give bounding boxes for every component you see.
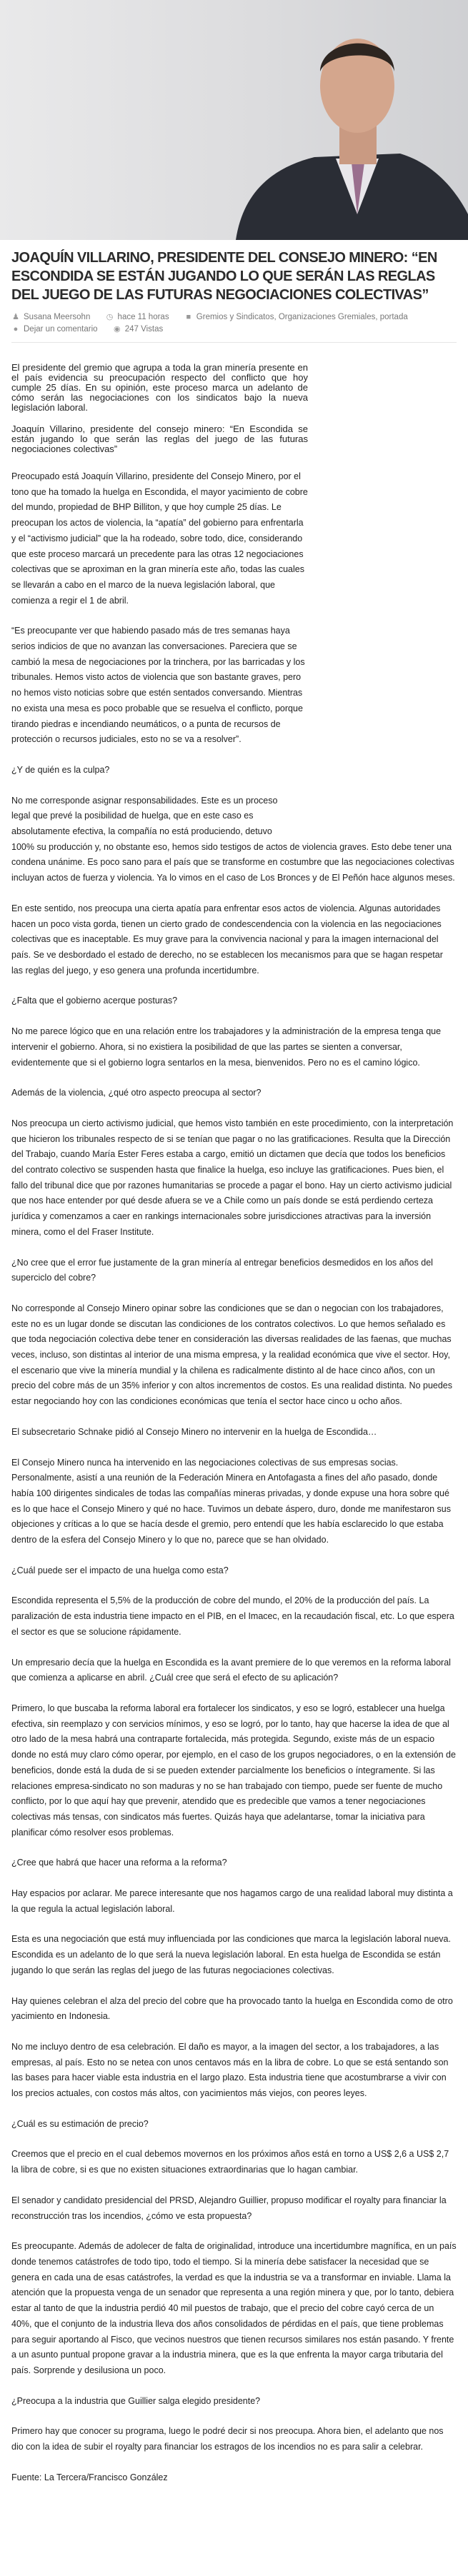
folder-icon: ■: [186, 313, 191, 321]
article-paragraph: “Es preocupante ver que habiendo pasado más de tres semanas haya serios indicios de que no avanzan las conversaciones. Pareciera que se cambió la mesa de negociaciones por la trinchera, por las barricadas y los tribunales. Hemos visto actos de violencia que son bastante graves, pero no hemos visto noticias sobre que estén sentados conversando. Mientras no exista una mesa es poco probable que se resuelva el conflicto, porque tirando piedras e incendiando neumáticos, o a punta de recursos de protección o recursos judiciales, esto no se va a resolver”.: [11, 626, 305, 745]
article-paragraph: Esta es una negociación que está muy influenciada por las condiciones que marca la legislación laboral nueva. Escondida es un adelanto de lo que será la nueva legislación laboral. En esta huelga de Escondida se están jugando lo que serán las reglas del juego de las futuras negociaciones colectivas.: [11, 1934, 451, 1975]
article-paragraph: En este sentido, nos preocupa una cierta apatía para enfrentar esos actos de violencia. Algunas autoridades hacen un poco vista gorda, tienen un cierto grado de condescendencia con la violencia en las negociaciones colectivas que es inaceptable. Es muy grave para la convivencia nacional y para la imagen internacional del país. Se ve desbordado el estado de derecho, no se establecen los mecanismos para que se hagan respetar las reglas del juego, y eso genera una profunda incertidumbre.: [11, 903, 443, 976]
comment-icon: ●: [13, 325, 19, 334]
article-paragraph: No me parece lógico que en una relación entre los trabajadores y la administración de la empresa tenga que intervenir el gobierno. Ahora, si no existiera la posibilidad de que las partes se sienten a conversar, evidentemente que si el gobierno logra sentarlos en la mesa, bienvenidos. Pero no es el camino lógico.: [11, 1026, 442, 1068]
hero-photo: [0, 0, 468, 240]
article-paragraph: Creemos que el precio en el cual debemos movernos en los próximos años está en torno a US$ 2,6 a US$ 2,7 la libra de cobre, si es que no existen situaciones extraordinarias que lo hagan cambiar.: [11, 2149, 449, 2175]
article-paragraph: Fuente: La Tercera/Francisco González: [11, 2472, 168, 2482]
post-time: hace 11 horas: [117, 313, 169, 321]
article-paragraph: ¿Y de quién es la culpa?: [11, 764, 110, 775]
article-paragraph: Primero hay que conocer su programa, luego le podré decir si nos preocupa. Ahora bien, el adelanto que nos dio con la idea de subir el royalty para financiar los estragos de los incendios no es para salir a celebrar.: [11, 2426, 444, 2452]
article-lead: El presidente del gremio que agrupa a toda la gran minería presente en el país evidencia su preocupación respecto del conflicto que hoy cumple 25 días. En su opinión, este proceso marca un adelanto de cómo serán las negociaciones con los sindicatos bajo la nueva legislación laboral.: [11, 362, 308, 413]
article-paragraph: Hay quienes celebran el alza del precio del cobre que ha provocado tanto la huelga en Escondida como de otro yacimiento en Indonesia.: [11, 1995, 453, 2022]
category-links[interactable]: Gremios y Sindicatos, Organizaciones Gremiales, portada: [196, 313, 408, 321]
article-paragraph: El Consejo Minero nunca ha intervenido en las negociaciones colectivas de sus empresas socias. Personalmente, asistí a una reunión de la Federación Minera en Antofagasta a fines del año pasado, donde había 100 dirigentes sindicales de todas las compañías mineras privadas, y donde expuse una hora sobre qué es lo que hace el Consejo Minero y qué no hace. Tuvimos un debate áspero, duro, donde me manifestaron sus objeciones y críticas a lo que se hacía desde el gremio, pero entendí que les había esclarecido lo que estaba dentro de la esfera del Consejo Minero y lo que no, parece que se han olvidado.: [11, 1457, 451, 1545]
article-paragraph: No me corresponde asignar responsabilidades. Este es un proceso legal que prevé la posibilidad de huelga, que en este caso es absolutamente efectiva, la compañía no está produciendo, detuvo 100% su producción y, no obstante eso, hemos sido testigos de actos de violencia graves. Esto debe tener una condena unánime. Es poco sano para el país que se transforme en costumbre que las negociaciones colectivas incluyan actos de fuerza y violencia. Ya lo vimos en el caso de Los Bronces y de El Peñón hace algunos meses.: [11, 795, 455, 883]
clock-icon: ◷: [106, 313, 114, 321]
article-paragraph: Preocupado está Joaquín Villarino, presidente del Consejo Minero, por el tono que ha tomado la huelga en Escondida, el mayor yacimiento de cobre del mundo, propiedad de BHP Billiton, y que hoy cumple 25 días. Le preocupan los actos de violencia, la “apatía” del gobierno para enfrentarla y el “activismo judicial” que la ha rodeado, sobre todo, dice, considerando que este proceso marcará un precedente para las otras 12 negociaciones colectivas que se aproximan en la gran minería este año, todas las cuales se llevarán a cabo en el marco de la nueva legislación laboral, que comienza a regir el 1 de abril.: [11, 471, 308, 606]
article-title: JOAQUÍN VILLARINO, PRESIDENTE DEL CONSEJO MINERO: “EN ESCONDIDA SE ESTÁN JUGANDO LO QUE SERÁN LAS REGLAS DEL JUEGO DE LAS FUTURAS NEGOCIACIONES COLECTIVAS”: [11, 250, 437, 303]
article-body-wide: [11, 901, 457, 2486]
article-paragraph: Nos preocupa un cierto activismo judicial, que hemos visto también en este procedimiento, con la interpretación que hicieron los tribunales respecto de si se tenían que pagar o no las gratificaciones. Resulta que la Dirección del Trabajo, cuando María Ester Feres estaba a cargo, emitió un dictamen que decía que todos los beneficios del contrato colectivo se suspenden hasta que finalice la huelga, eso incluye las gratificaciones. Pues bien, el fallo del tribunal dice que por razones humanitarias se procede a pagar el bono. Hay un cierto activismo judicial que nos hace entender por qué desde afuera se ve a Chile como un país donde se está perdiendo certeza jurídica y comenzamos a caer en rankings internacionales sobre jurisdicciones atractivas para la inversión minera, como el del Fraser Institute.: [11, 1118, 454, 1237]
article-paragraph: ¿Cuál puede ser el impacto de una huelga como esta?: [11, 1565, 229, 1575]
article-body: [11, 469, 457, 2507]
eye-icon: ◉: [113, 325, 121, 334]
meta-comments[interactable]: [11, 325, 98, 334]
meta-categories[interactable]: [184, 313, 408, 321]
meta-author[interactable]: [11, 313, 90, 321]
article-paragraph: Un empresario decía que la huelga en Escondida es la avant premiere de lo que veremos en la reforma laboral que comienza a aplicarse en abril. ¿Cuál cree que será el efecto de su aplicación?: [11, 1657, 451, 1683]
article-paragraph: Escondida representa el 5,5% de la producción de cobre del mundo, el 20% de la producción del país. La paralización de esta industria tiene impacto en el PIB, en el Imacec, en la recaudación fiscal, etc. Lo que espera el sector es que se solucione rápidamente.: [11, 1595, 454, 1637]
article-paragraph: El senador y candidato presidencial del PRSD, Alejandro Guillier, propuso modificar el royalty para financiar la reconstrucción tras los incendios, ¿cómo ve esta propuesta?: [11, 2195, 447, 2221]
leave-comment-link[interactable]: Dejar un comentario: [24, 325, 98, 334]
article-paragraph: ¿No cree que el error fue justamente de la gran minería al entregar beneficios desmedidos en los años del superciclo del cobre?: [11, 1257, 433, 1283]
user-icon: ♟: [12, 313, 19, 321]
author-name[interactable]: Susana Meersohn: [24, 313, 91, 321]
article-paragraph: ¿Preocupa a la industria que Guillier salga elegido presidente?: [11, 2395, 261, 2406]
person-photo-illustration: [0, 0, 468, 240]
article-meta: [11, 311, 457, 343]
article-paragraph: Es preocupante. Además de adolecer de falta de originalidad, introduce una incertidumbre magnífica, en un país donde tenemos catástrofes de todo tipo, todo el tiempo. Si la minería debe satisfacer la necesidad que se genera en cada una de esas catástrofes, la verdad es que la industria se va a transformar en inviable. Llama la atención que la propuesta venga de un senador que representa a una región minera y que, por lo tanto, debiera estar al tanto de que la industria perdió 40 mil puestos de trabajo, que el precio del cobre cayó cerca de un 40%, que el conjunto de la industria lleva dos años consolidados de pérdidas en el país, que tiene problemas para seguir aportando al Fisco, que vecinos nuestros que tienen recursos similares nos están pasando. Y frente a un asunto puntual propone gravar a la industria minera, que es la que enfrenta la mayor carga tributaria del país. Sorprende y desilusiona un poco.: [11, 2241, 457, 2375]
article-paragraph: No me incluyo dentro de esa celebración. El daño es mayor, a la imagen del sector, a los trabajadores, a las empresas, al país. Esto no se netea con unos centavos más en la libra de cobre. Lo que se está sentando son las bases para hacer viable esta industria en el largo plazo. Esta industria tiene que acostumbrarse a vivir con los precios actuales, con costos más altos, con yacimientos más viejos, con peores leyes.: [11, 2041, 449, 2099]
article-paragraph: ¿Cree que habrá que hacer una reforma a la reforma?: [11, 1858, 227, 1868]
article-body-narrow: [11, 469, 308, 778]
article-paragraph: ¿Falta que el gobierno acerque posturas?: [11, 996, 178, 1006]
article-subhead: Joaquín Villarino, presidente del consejo minero: “En Escondida se están jugando lo que serán las reglas del juego de las futuras negociaciones colectivas”: [11, 424, 308, 454]
article-paragraph: No corresponde al Consejo Minero opinar sobre las condiciones que se dan o negocian con los trabajadores, este no es un lugar donde se discutan las condiciones de los contratos colectivos. Lo que hemos señalado es que toda negociación colectiva debe tener en consideración las diversas realidades de las faenas, que muchas veces, incluso, son distintas al interior de una misma empresa, y la realidad económica que vive el sector. Hoy, el escenario que vive la minería mundial y la chilena es radicalmente distinto al de hace cinco años, con un precio del cobre más de un 35% inferior y con altos incrementos de costos. Es una realidad distinta. No puedes estar negociando hoy con las condiciones económicas que tenía el sector hace cinco u ocho años.: [11, 1303, 453, 1407]
view-count: 247 Vistas: [124, 325, 164, 334]
meta-time: [106, 313, 169, 321]
article-paragraph: Hay espacios por aclarar. Me parece interesante que nos hagamos cargo de una realidad laboral muy distinta a la que regula la actual legislación laboral.: [11, 1888, 453, 1914]
article-paragraph: Primero, lo que buscaba la reforma laboral era fortalecer los sindicatos, y eso se logró, establecer una huelga efectiva, sin reemplazo y con servicios mínimos, y eso se logró, por lo tanto, hay que hacerse la idea de que al otro lado de la mesa habrá una contraparte fortalecida, más protegida. Segundo, existe más de un espacio donde no está muy claro cómo operar, por ejemplo, en el caso de los grupos negociadores, o en la extensión de beneficios, donde está la duda de si se pueden extender parcialmente los beneficios o íntegramente. Si las relaciones empresa-sindicato no son maduras y no se han trabajado con tiempo, puede ser fuente de mucho conflicto, por lo que aquí hay que prevenir, atendido que es predecible que vamos a tener negociaciones colectivas más tensas, con sindicatos más fuertes. Quizás haya que adelantarse, tomar la iniciativa para planificar cómo resolver esos problemas.: [11, 1703, 456, 1838]
meta-views: [113, 325, 164, 334]
article-paragraph: ¿Cuál es su estimación de precio?: [11, 2118, 149, 2129]
article-paragraph: Además de la violencia, ¿qué otro aspecto preocupa al sector?: [11, 1088, 262, 1098]
article-paragraph: El subsecretario Schnake pidió al Consejo Minero no intervenir en la huelga de Escondida…: [11, 1426, 377, 1437]
